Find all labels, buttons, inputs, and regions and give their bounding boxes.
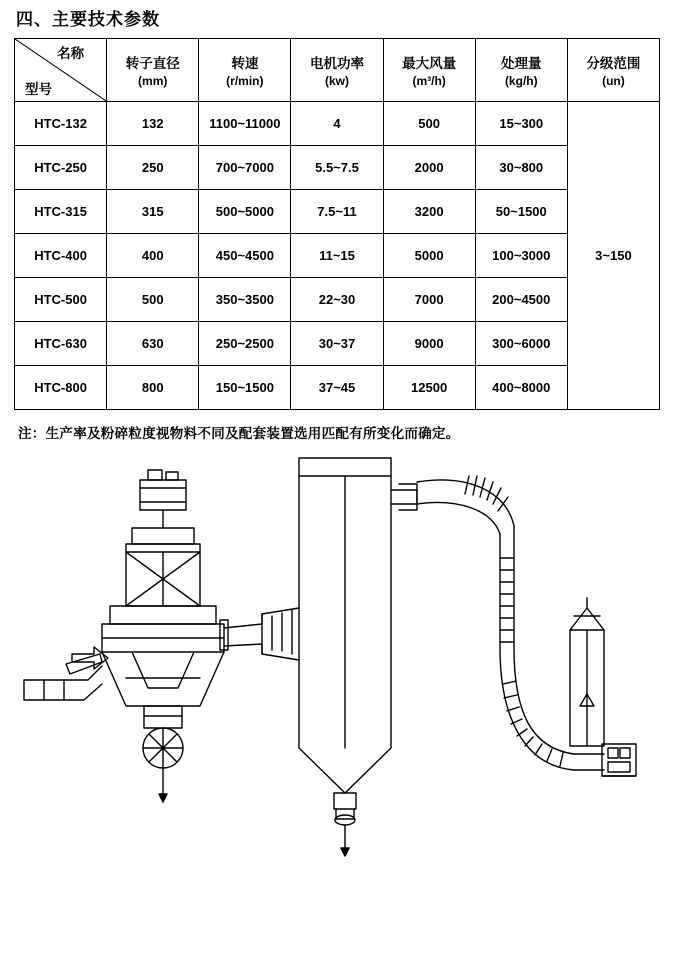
document-page [0,8,676,957]
table-header [15,39,660,102]
cell-power: 7.5~11 [291,190,383,234]
cell-diameter: 500 [107,278,199,322]
cell-speed: 450~4500 [199,234,291,278]
cell-power: 30~37 [291,322,383,366]
header-title-classify: 分级范围 [586,56,641,71]
cell-classify-range: 3~150 [567,102,659,410]
page-title: 四、主要技术参数 [16,10,160,29]
cell-model: HTC-250 [15,146,107,190]
header-cell-speed [199,39,291,102]
cell-speed: 500~5000 [199,190,291,234]
cell-speed: 250~2500 [199,322,291,366]
cell-airflow: 2000 [383,146,475,190]
flow-diagram-svg [14,448,660,948]
cell-capacity: 300~6000 [475,322,567,366]
cell-capacity: 50~1500 [475,190,567,234]
table-row [15,278,660,322]
header-unit-classify: (un) [602,74,625,88]
header-unit-capacity: (kg/h) [504,74,538,88]
cell-model: HTC-315 [15,190,107,234]
cell-model: HTC-800 [15,366,107,410]
cell-diameter: 630 [107,322,199,366]
spec-table [14,38,660,410]
cell-diameter: 400 [107,234,199,278]
cell-diameter: 800 [107,366,199,410]
header-unit-diameter: (mm) [138,74,168,88]
header-label-name: 名称 [57,46,85,61]
header-cell-classify [567,39,659,102]
header-title-capacity: 处理量 [501,56,542,71]
cell-power: 37~45 [291,366,383,410]
mill-classifier [24,470,224,802]
header-cell-airflow [383,39,475,102]
cell-model: HTC-132 [15,102,107,146]
header-label-model: 型号 [25,82,52,97]
cell-speed: 1100~11000 [199,102,291,146]
header-unit-speed: (r/min) [226,74,264,88]
cell-power: 22~30 [291,278,383,322]
cell-model: HTC-500 [15,278,107,322]
cell-speed: 350~3500 [199,278,291,322]
table-body [15,102,660,410]
cell-power: 4 [291,102,383,146]
cell-diameter: 132 [107,102,199,146]
header-cell-power [291,39,383,102]
cell-model: HTC-400 [15,234,107,278]
header-cell-capacity [475,39,567,102]
table-row [15,234,660,278]
header-cell-corner [15,39,107,102]
duct-upper-right [417,476,514,648]
header-unit-airflow: (m³/h) [412,74,446,88]
header-cell-diameter [107,39,199,102]
table-row [15,322,660,366]
header-unit-power: (kw) [324,74,349,88]
header-title-diameter: 转子直径 [125,56,180,71]
cyclone-collector [299,458,417,856]
cell-airflow: 9000 [383,322,475,366]
cell-airflow: 12500 [383,366,475,410]
table-row [15,366,660,410]
table-header-row [15,39,660,102]
cell-capacity: 30~800 [475,146,567,190]
vertical-column [570,598,604,746]
cell-capacity: 400~8000 [475,366,567,410]
cell-diameter: 250 [107,146,199,190]
header-title-speed: 转速 [231,56,259,71]
cell-airflow: 7000 [383,278,475,322]
table-row [15,146,660,190]
table-row [15,102,660,146]
cell-power: 11~15 [291,234,383,278]
process-flow-diagram [14,448,660,948]
table-note: 注：生产率及粉碎粒度视物料不同及配套装置选用匹配有所变化而确定。 [18,426,460,441]
cell-power: 5.5~7.5 [291,146,383,190]
cell-diameter: 315 [107,190,199,234]
cell-speed: 700~7000 [199,146,291,190]
duct-mill-to-cyclone [220,608,299,660]
table-row [15,190,660,234]
header-title-power: 电机功率 [309,56,364,71]
header-title-airflow: 最大风量 [402,56,457,71]
cell-model: HTC-630 [15,322,107,366]
cell-airflow: 500 [383,102,475,146]
cell-capacity: 200~4500 [475,278,567,322]
duct-lower-right [500,648,604,770]
cell-airflow: 3200 [383,190,475,234]
blower-unit [602,744,636,776]
cell-airflow: 5000 [383,234,475,278]
cell-capacity: 15~300 [475,102,567,146]
cell-speed: 150~1500 [199,366,291,410]
cell-capacity: 100~3000 [475,234,567,278]
